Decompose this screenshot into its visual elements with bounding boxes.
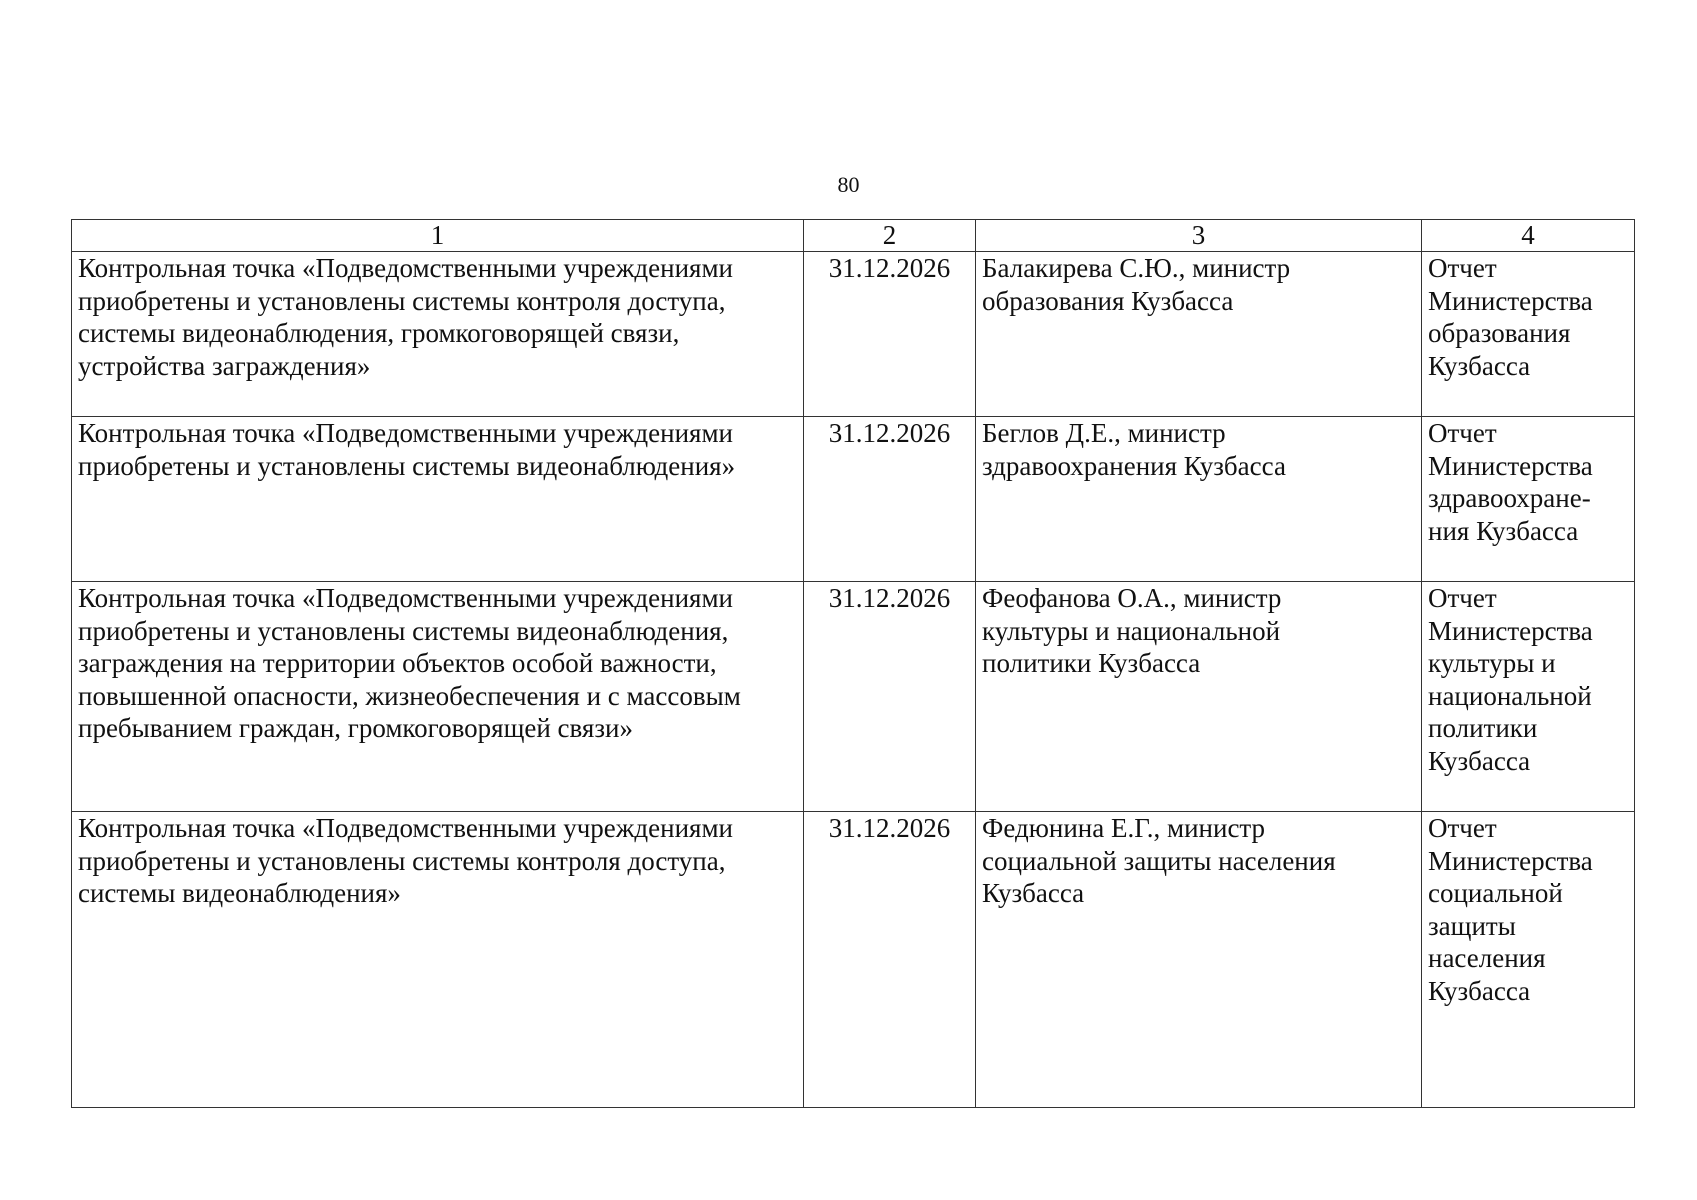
report-text: Отчет Министерства образования Кузбасса <box>1428 253 1593 381</box>
responsible-text: Беглов Д.Е., министр здравоохранения Кузбасса <box>982 418 1286 481</box>
date-cell <box>804 417 976 582</box>
date-cell <box>804 812 976 1108</box>
report-text: Отчет Министерства социальной защиты населения Кузбасса <box>1428 813 1593 1006</box>
report-text: Отчет Министерства культуры и национальной политики Кузбасса <box>1428 583 1593 776</box>
report-cell <box>1422 582 1635 812</box>
report-cell <box>1422 812 1635 1108</box>
table-header-row <box>72 220 1635 252</box>
event-cell <box>72 417 804 582</box>
event-cell <box>72 252 804 417</box>
responsible-text: Федюнина Е.Г., министр социальной защиты населения Кузбасса <box>982 813 1336 909</box>
column-header-3: 3 <box>976 220 1422 252</box>
column-header-1: 1 <box>72 220 804 252</box>
column-header-4: 4 <box>1422 220 1635 252</box>
date-text: 31.12.2026 <box>828 813 951 843</box>
report-text: Отчет Министерства здравоохране- ния Кузбасса <box>1428 418 1593 546</box>
table-row <box>72 582 1635 812</box>
date-text: 31.12.2026 <box>828 583 951 613</box>
column-header-2: 2 <box>804 220 976 252</box>
event-text: Контрольная точка «Подведомственными учреждениями приобретены и установлены системы видеонаблюдения» <box>78 418 736 481</box>
table-row <box>72 252 1635 417</box>
date-text: 31.12.2026 <box>828 253 951 283</box>
page-number: 80 <box>837 172 860 197</box>
event-cell <box>72 582 804 812</box>
event-text: Контрольная точка «Подведомственными учреждениями приобретены и установлены системы контроля доступа, системы видеонаблюдения» <box>78 813 734 909</box>
responsible-cell <box>976 812 1422 1108</box>
event-text: Контрольная точка «Подведомственными учреждениями приобретены и установлены системы видеонаблюдения, заграждения на территории объектов особой важности, повышенной опасности, жизнеобеспечения и с массовым пребыванием граждан, громкоговорящей связи» <box>78 583 741 744</box>
responsible-cell <box>976 417 1422 582</box>
report-cell <box>1422 417 1635 582</box>
responsible-text: Балакирева С.Ю., министр образования Кузбасса <box>982 253 1291 316</box>
event-text: Контрольная точка «Подведомственными учреждениями приобретены и установлены системы контроля доступа, системы видеонаблюдения, громкоговорящей связи, устройства заграждения» <box>78 253 734 381</box>
responsible-cell <box>976 582 1422 812</box>
responsible-cell <box>976 252 1422 417</box>
date-cell <box>804 582 976 812</box>
responsible-text: Феофанова О.А., министр культуры и национальной политики Кузбасса <box>982 583 1282 679</box>
table-row <box>72 812 1635 1108</box>
event-cell <box>72 812 804 1108</box>
table-row <box>72 417 1635 582</box>
control-points-table <box>71 219 1635 1108</box>
report-cell <box>1422 252 1635 417</box>
date-cell <box>804 252 976 417</box>
date-text: 31.12.2026 <box>828 418 951 448</box>
